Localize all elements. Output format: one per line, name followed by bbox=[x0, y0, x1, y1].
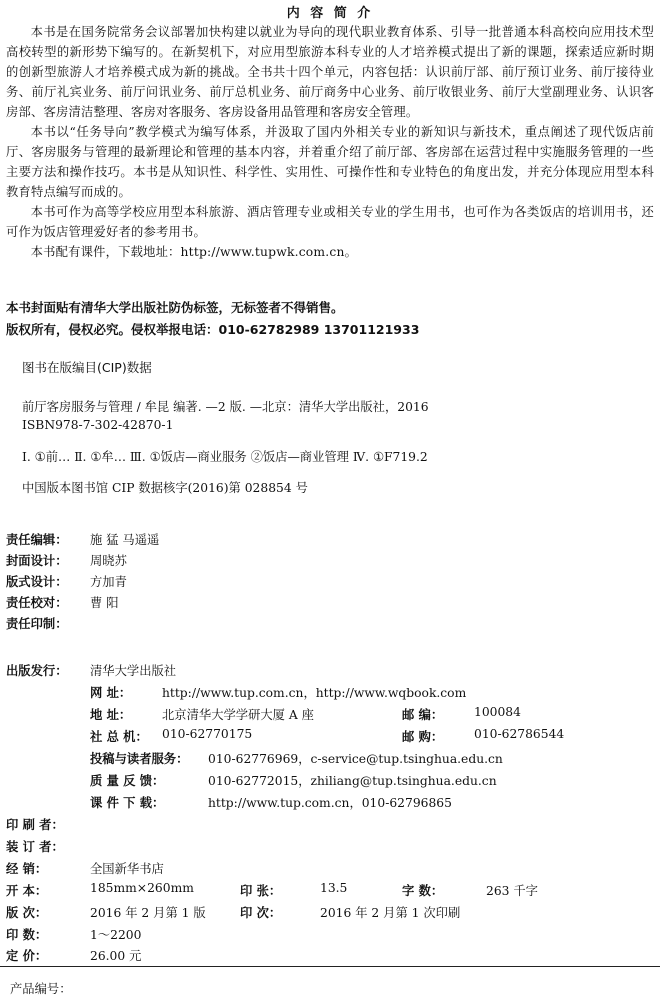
credit-label: 责任编辑： bbox=[6, 533, 68, 547]
credit-label: 版式设计： bbox=[6, 575, 68, 589]
format-value: 185mm×260mm bbox=[90, 881, 194, 895]
divider bbox=[0, 966, 660, 967]
intro-paragraph-2: 本书以“任务导向”教学模式为编写体系，并汲取了国内外相关专业的新知识与新技术，重点阐述了现代饭店前厅、客房服务与管理的最新理论和管理的基本内容，并着重介绍了前厅部、客房部在运营过程中实施服务管理的一些主要方法和操作技巧。本书是从知识性、科学性、实用性、可操作性和专业特色的角度出发，并充分体现应用型本科教育特点编写而成的。 bbox=[6, 125, 654, 199]
edition-label: 版 次： bbox=[6, 906, 48, 920]
cip-heading: 图书在版编目(CIP)数据 bbox=[22, 360, 152, 375]
credit-label: 责任印制： bbox=[6, 617, 68, 631]
courseware-label: 课 件 下 载： bbox=[90, 796, 165, 810]
sheets-label: 印 张： bbox=[240, 884, 282, 898]
sheets-value: 13.5 bbox=[320, 881, 348, 895]
quality-feedback-label: 质 量 反 馈： bbox=[90, 774, 165, 788]
switchboard-value: 010-62770175 bbox=[162, 727, 253, 741]
mail-order-value: 010-62786544 bbox=[474, 727, 565, 741]
page-title: 内 容 简 介 bbox=[286, 6, 374, 21]
intro-paragraph-3: 本书可作为高等学校应用型本科旅游、酒店管理专业或相关专业的学生用书，也可作为各类饭店的培训用书，还可作为饭店管理爱好者的参考用书。 bbox=[6, 205, 654, 239]
address-label: 地 址： bbox=[90, 708, 132, 722]
print-count-label: 印 数： bbox=[6, 928, 48, 942]
print-count-value: 1～2200 bbox=[90, 928, 142, 942]
edition-value: 2016 年 2 月第 1 版 bbox=[90, 906, 206, 920]
mail-order-label: 邮 购： bbox=[402, 730, 444, 744]
binder-label: 装 订 者： bbox=[6, 840, 64, 854]
switchboard-label: 社 总 机： bbox=[90, 730, 148, 744]
website-label: 网 址： bbox=[90, 686, 132, 700]
website-value: http://www.tup.com.cn，http://www.wqbook.com bbox=[162, 686, 467, 700]
format-label: 开 本： bbox=[6, 884, 48, 898]
price-value: 26.00 元 bbox=[90, 949, 142, 963]
anti-counterfeit-notice: 本书封面贴有清华大学出版社防伪标签，无标签者不得销售。 bbox=[6, 300, 344, 315]
printing-value: 2016 年 2 月第 1 次印刷 bbox=[320, 906, 461, 920]
distributor-label: 经 销： bbox=[6, 862, 48, 876]
price-label: 定 价： bbox=[6, 949, 48, 963]
publisher-label: 出版发行： bbox=[6, 664, 68, 678]
intro-paragraph-1: 本书是在国务院常务会议部署加快构建以就业为导向的现代职业教育体系、引导一批普通本科高校向应用技术型高校转型的新形势下编写的。在新契机下，对应用型旅游本科专业的人才培养模式提出了新的课题，探索适应新时期的创新型旅游人才培养模式成为新的挑战。全书共十四个单元，内容包括：认识前厅部、前厅预订业务、前厅接待业务、前厅礼宾业务、前厅问讯业务、前厅总机业务、前厅商务中心业务、前厅收银业务、前厅大堂副理业务、认识客房部、客房清洁整理、客房对客服务、客房设备用品管理和客房安全管理。 bbox=[6, 25, 654, 119]
credit-label: 封面设计： bbox=[6, 554, 68, 568]
product-number-label: 产品编号： bbox=[10, 982, 72, 996]
postcode-value: 100084 bbox=[474, 705, 521, 719]
postcode-label: 邮 编： bbox=[402, 708, 444, 722]
intro-text bbox=[6, 22, 654, 262]
publisher-name: 清华大学出版社 bbox=[90, 664, 177, 678]
word-count-value: 263 千字 bbox=[486, 884, 538, 898]
address-value: 北京清华大学学研大厦 A 座 bbox=[162, 708, 314, 722]
printer-label: 印 刷 者： bbox=[6, 818, 64, 832]
copyright-notice: 版权所有，侵权必究。侵权举报电话：010-62782989 13701121933 bbox=[6, 322, 420, 337]
courseware-value: http://www.tup.com.cn，010-62796865 bbox=[208, 796, 452, 810]
cip-line-1: 前厅客房服务与管理 / 牟昆 编著. —2 版. —北京：清华大学出版社，2016 bbox=[22, 400, 429, 414]
submission-value: 010-62776969，c-service@tup.tsinghua.edu.cn bbox=[208, 752, 503, 766]
quality-feedback-value: 010-62772015，zhiliang@tup.tsinghua.edu.cn bbox=[208, 774, 497, 788]
cip-classification: Ⅰ. ①前… Ⅱ. ①牟… Ⅲ. ①饭店—商业服务 ②饭店—商业管理 Ⅳ. ①F719.2 bbox=[22, 450, 428, 464]
distributor-value: 全国新华书店 bbox=[90, 862, 164, 876]
cip-isbn: ISBN978-7-302-42870-1 bbox=[22, 418, 174, 432]
cip-data-number: 中国版本图书馆 CIP 数据核字(2016)第 028854 号 bbox=[22, 481, 308, 495]
credit-value: 曹 阳 bbox=[90, 596, 119, 610]
word-count-label: 字 数： bbox=[402, 884, 444, 898]
credit-value: 方加青 bbox=[90, 575, 127, 589]
credit-label: 责任校对： bbox=[6, 596, 68, 610]
printing-label: 印 次： bbox=[240, 906, 282, 920]
intro-paragraph-4: 本书配有课件，下载地址：http://www.tupwk.com.cn。 bbox=[30, 245, 358, 259]
credit-value: 周晓苏 bbox=[90, 554, 127, 568]
credit-value: 施 猛 马遥遥 bbox=[90, 533, 160, 547]
submission-label: 投稿与读者服务： bbox=[90, 752, 189, 766]
